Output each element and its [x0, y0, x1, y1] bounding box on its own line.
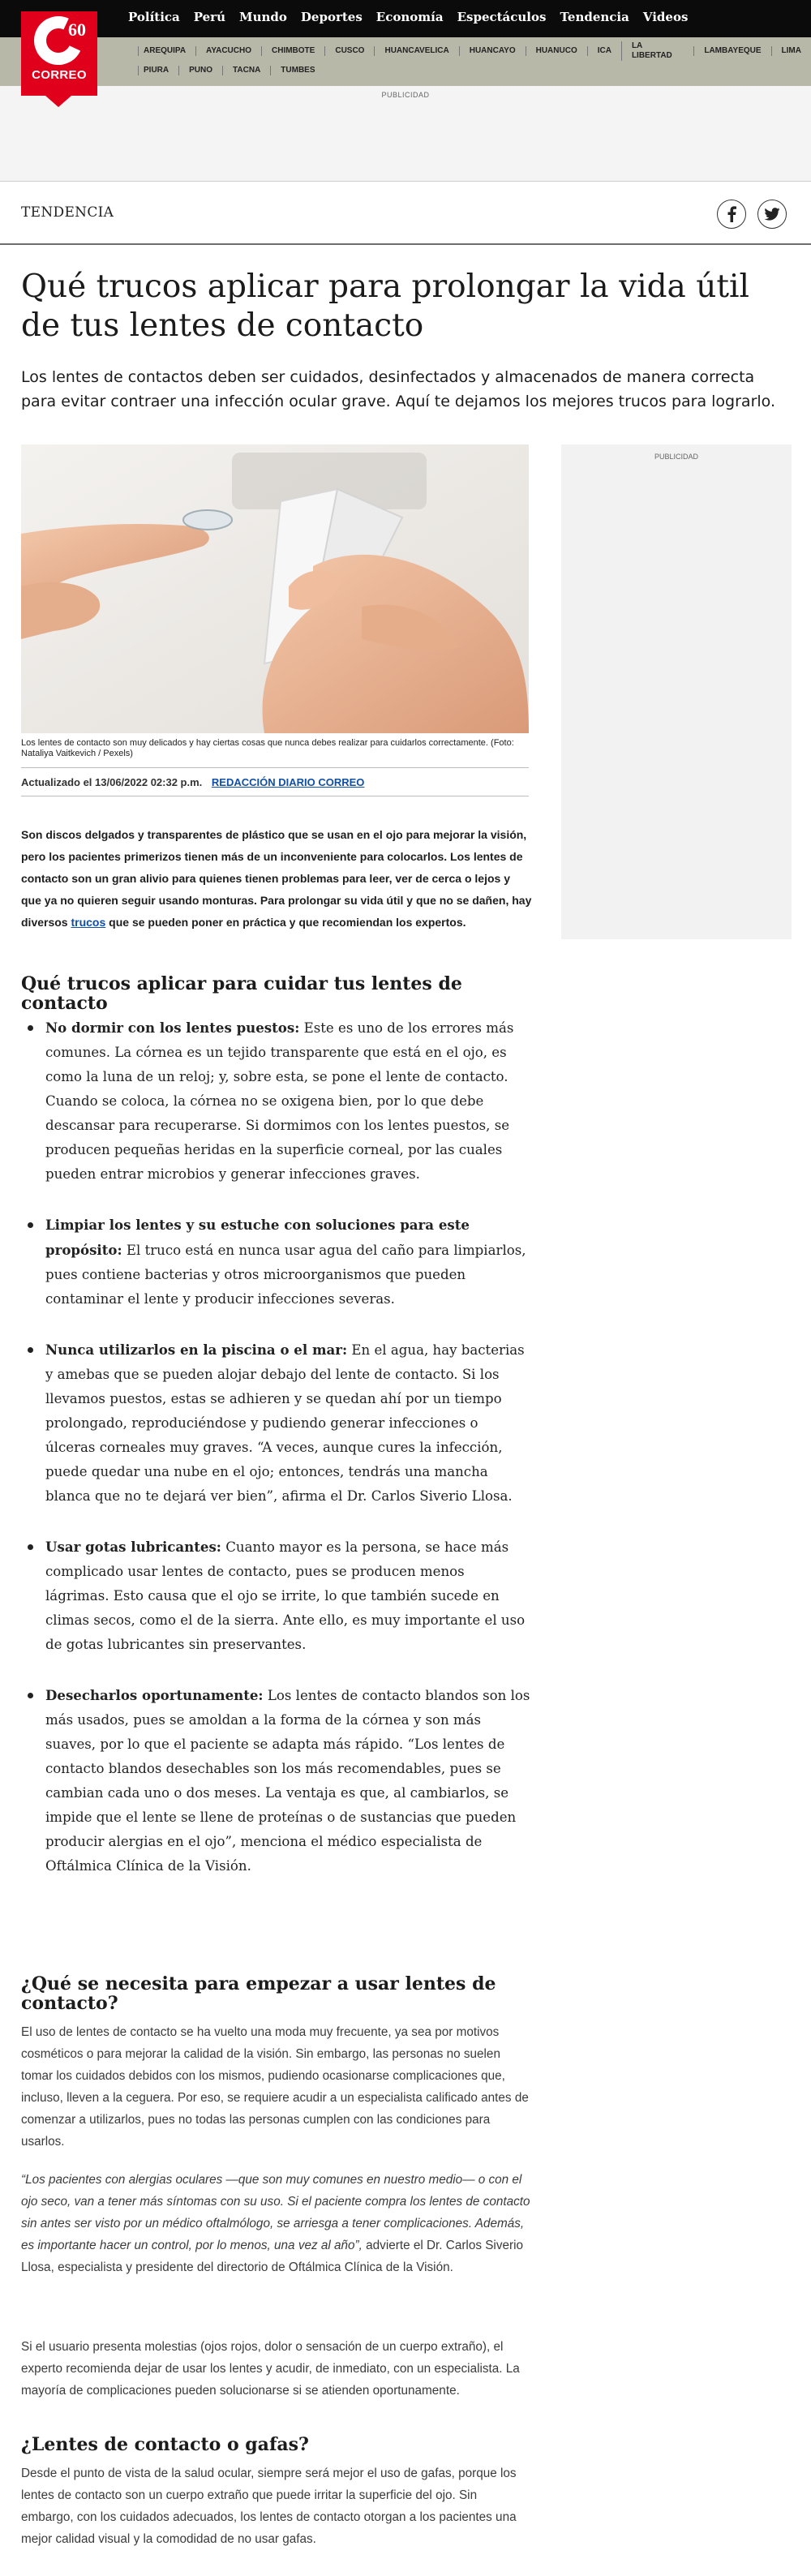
article-hero-image[interactable]	[21, 444, 529, 733]
nav-item[interactable]: Perú	[193, 10, 225, 24]
subheading-start: ¿Qué se necesita para empezar a usar lentes de contacto?	[21, 1973, 496, 2014]
regional-nav-item[interactable]: CHIMBOTE	[261, 46, 324, 56]
nav-item[interactable]: Mundo	[239, 10, 287, 24]
nav-item[interactable]: Tendencia	[560, 10, 629, 24]
share-twitter-button[interactable]	[757, 200, 787, 229]
nav-item[interactable]: Espectáculos	[457, 10, 547, 24]
contact-lens-photo	[21, 444, 529, 733]
paragraph-quote	[21, 2169, 532, 2278]
side-ad-slot[interactable]	[561, 444, 792, 939]
section-bar	[0, 182, 811, 245]
author-link[interactable]: REDACCIÓN DIARIO CORREO	[211, 776, 365, 788]
quote-attribution: advierte el Dr. Carlos Siverio Llosa, especialista y presidente del directorio de Oftálmica Clínica de la Visión.	[21, 2239, 523, 2274]
regional-nav-row	[138, 61, 811, 80]
nav-item[interactable]: Videos	[642, 10, 689, 24]
regional-nav-item[interactable]: HUANCAYO	[459, 46, 526, 56]
tip-label: Desecharlos oportunamente:	[45, 1687, 264, 1703]
regional-nav-item[interactable]: LIMA	[771, 46, 811, 56]
section-name[interactable]: TENDENCIA	[21, 204, 114, 221]
facebook-icon	[726, 206, 737, 222]
paragraph-glasses: Desde el punto de vista de la salud ocular, siempre será mejor el uso de gafas, porque los lentes de contacto son un cuerpo extraño que puede irritar la superficie del ojo. Sin embargo, con los cuidados adecuados, los lentes de contacto otorgan a los pacientes una mejor calidad visual y la comodidad de no usar gafas.	[21, 2467, 517, 2546]
nav-item[interactable]: Política	[128, 10, 180, 24]
article-title: Qué trucos aplicar para prolongar la vida útil de tus lentes de contacto	[21, 268, 749, 344]
paragraph-start: El uso de lentes de contacto se ha vuelto una moda muy frecuente, ya sea por motivos cosméticos o para mejorar la calidad de la visión. Sin embargo, las personas no suelen tomar los cuidados debidos con los mismos, pudiendo ocasionarse complicaciones que, incluso, lleven a la ceguera. Por eso, se requiere acudir a un especialista calificado antes de comenzar a utilizarlos, pues no todas las personas cumplen con las condiciones para usarlos.	[21, 2025, 529, 2149]
quote-text: “Los pacientes con alergias oculares —que son muy comunes en nuestro medio— o con el ojo seco, van a tener más síntomas con su uso. Si el paciente compra los lentes de contacto sin antes ser visto por un médico oftalmólogo, se arriesga a tener complicaciones. Además, es importante hacer un control, por lo menos, una vez al año”,	[21, 2173, 530, 2252]
tip-label: Limpiar los lentes y su estuche con soluciones para este propósito:	[45, 1217, 470, 1258]
twitter-icon	[764, 208, 780, 221]
image-caption: Los lentes de contacto son muy delicados y hay ciertas cosas que nunca debes realizar para cuidarlos correctamente. (Foto: Nataliya Vaitkevich / Pexels)	[21, 738, 514, 758]
updated-date: Actualizado el 13/06/2022 02:32 p.m.	[21, 776, 203, 788]
intro-text: que se pueden poner en práctica y que recomiendan los expertos.	[105, 916, 466, 929]
logo-tail	[45, 96, 71, 107]
regional-nav-item[interactable]: ICA	[587, 46, 621, 56]
tip-text: En el agua, hay bacterias y amebas que se pueden alojar debajo del lente de contacto. Si los llevamos puestos, estas se adhieren y se quedan ahí por un tiempo prolongado, reproduciéndose y pudiendo generar infecciones o úlceras corneales muy graves. “A veces, aunque cures la infección, puede quedar una nube en el ojo; entonces, tendrás una mancha blanca que no te dejará ver bien”, afirma el Dr. Carlos Siverio Llosa.	[45, 1342, 525, 1504]
logo-wordmark: CORREO	[32, 68, 87, 82]
article-intro	[21, 824, 532, 934]
subheading-tricks: Qué trucos aplicar para cuidar tus lentes de contacto	[21, 973, 462, 1014]
share-facebook-button[interactable]	[717, 200, 746, 229]
tip-text: El truco está en nunca usar agua del caño para limpiarlos, pues contiene bacterias y otros microorganismos que pueden contaminar el lente y producir infecciones severas.	[45, 1243, 526, 1307]
tip-item	[23, 1213, 532, 1312]
ad-label: PUBLICIDAD	[381, 91, 430, 99]
article-meta	[21, 767, 529, 796]
tip-text: Este es uno de los errores más comunes. La córnea es un tejido transparente que está en el ojo, es como la luna de un reloj; y, sobre esta, se pone el lente de contacto. Cuando se coloca, la córnea no se oxigena bien, por lo que debe descansar para recuperarse. Si dormimos con los lentes puestos, se producen pequeñas heridas en la superficie corneal, por las cuales pueden entrar microbios y generar infecciones graves.	[45, 1020, 514, 1182]
regional-nav-row	[138, 41, 811, 61]
tip-label: Usar gotas lubricantes:	[45, 1539, 221, 1555]
regional-nav-item[interactable]: PUNO	[178, 66, 222, 75]
logo-anniversary-badge: 60	[68, 19, 86, 40]
correo-logo[interactable]	[21, 11, 97, 96]
tip-text: Los lentes de contacto blandos son los más usados, pues se amoldan a la forma de la córnea y son más suaves, por lo que el paciente se adapta más rápido. “Los lentes de contacto blandos desechables son los más recomendables, pues se cambian cada uno o dos meses. La ventaja es que, al cambiarlos, se impide que el lente se llene de proteínas o de sustancias que pueden producir alergias en el ojo”, menciona el médico especialista de Oftálmica Clínica de la Visión.	[45, 1688, 530, 1874]
top-ad-slot[interactable]	[0, 86, 811, 182]
regional-nav-item[interactable]: PIURA	[138, 66, 178, 75]
regional-nav-item[interactable]: TUMBES	[270, 66, 324, 75]
tips-list	[23, 1015, 532, 1904]
tricks-link[interactable]: trucos	[71, 916, 106, 929]
regional-nav-item[interactable]: HUANUCO	[526, 46, 587, 56]
regional-nav-item[interactable]: LA LIBERTAD	[621, 41, 693, 61]
main-nav	[128, 10, 688, 24]
regional-nav-item[interactable]: LAMBAYEQUE	[693, 46, 770, 56]
tip-label: No dormir con los lentes puestos:	[45, 1020, 300, 1036]
regional-nav-item[interactable]: HUANCAVELICA	[374, 46, 458, 56]
intro-text: Son discos delgados y transparentes de plástico que se usan en el ojo para mejorar la visión, pero los pacientes primerizos tienen más de un inconveniente para colocarlos. Los lentes de contacto son un gran alivio para quienes tienen problemas para leer, ver de cerca o lejos y que ya no quieren seguir usando monturas. Para prolongar su vida útil y que no se dañen, hay diversos	[21, 828, 532, 929]
regional-nav-item[interactable]: AYACUCHO	[195, 46, 261, 56]
tip-item	[23, 1337, 532, 1509]
regional-nav	[0, 37, 811, 86]
tip-text: Cuanto mayor es la persona, se hace más complicado usar lentes de contacto, pues se producen menos lágrimas. Esto causa que el ojo se irrite, lo que también sucede en climas secos, como el de la sierra. Ante ello, es muy importante el uso de gotas lubricantes sin preservantes.	[45, 1539, 526, 1652]
ad-label: PUBLICIDAD	[654, 453, 698, 461]
nav-item[interactable]: Deportes	[300, 10, 363, 24]
nav-item[interactable]: Economía	[375, 10, 444, 24]
article-lead: Los lentes de contactos deben ser cuidados, desinfectados y almacenados de manera correcta para evitar contraer una infección ocular grave. Aquí te dejamos los mejores trucos para lograrlo.	[21, 368, 775, 410]
tip-item	[23, 1015, 532, 1187]
tip-item	[23, 1535, 532, 1657]
regional-nav-item[interactable]: TACNA	[222, 66, 270, 75]
tip-item	[23, 1683, 532, 1878]
subheading-glasses: ¿Lentes de contacto o gafas?	[21, 2434, 309, 2455]
regional-nav-item[interactable]: AREQUIPA	[138, 46, 195, 56]
regional-nav-item[interactable]: CUSCO	[324, 46, 374, 56]
paragraph-symptoms: Si el usuario presenta molestias (ojos rojos, dolor o sensación de un cuerpo extraño), el experto recomienda dejar de usar los lentes y acudir, de inmediato, con un especialista. La mayoría de complicaciones pueden solucionarse si se atienden oportunamente.	[21, 2340, 520, 2398]
tip-label: Nunca utilizarlos en la piscina o el mar:	[45, 1342, 348, 1358]
